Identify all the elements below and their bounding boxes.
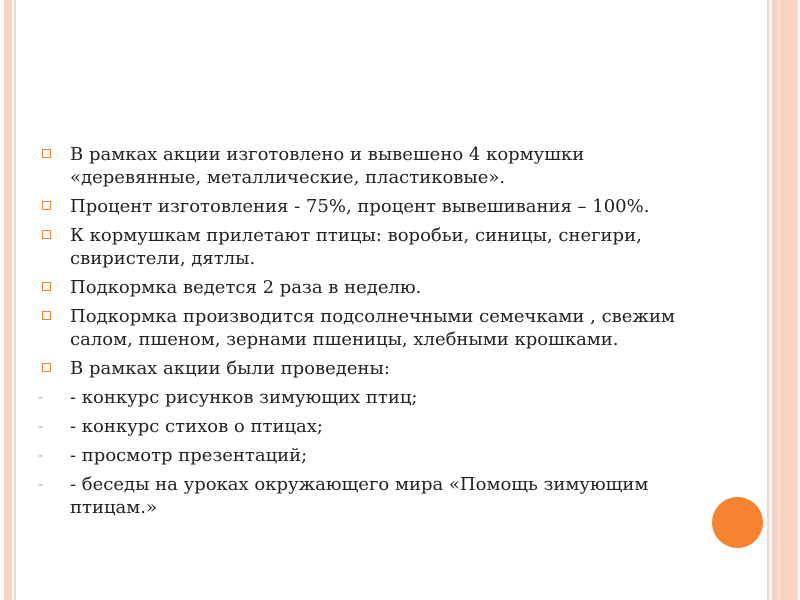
right-border-line <box>767 0 769 600</box>
list-item-text: - конкурс рисунков зимующих птиц; <box>70 387 418 408</box>
list-item <box>38 357 698 380</box>
hollow-square-bullet-icon <box>40 228 54 242</box>
left-border-line <box>14 0 16 600</box>
list-item-text: - конкурс стихов о птицах; <box>70 416 323 437</box>
hollow-square-bullet-icon <box>40 199 54 213</box>
list-item-text: Подкормка производится подсолнечными семечками , свежим салом, пшеном, зернами пшеницы, хлебными крошками. <box>70 306 675 350</box>
list-item <box>38 276 698 299</box>
dash-bullet-icon: - <box>38 448 44 464</box>
bullet-list <box>38 143 698 525</box>
list-item <box>38 386 698 409</box>
decorative-circle <box>712 497 763 548</box>
hollow-square-bullet-icon <box>40 280 54 294</box>
list-item <box>38 195 698 218</box>
right-border-stripe <box>772 0 798 600</box>
list-item-text: - беседы на уроках окружающего мира «Помощь зимующим птицам.» <box>70 474 649 518</box>
list-item <box>38 305 698 351</box>
list-item <box>38 444 698 467</box>
dash-bullet-icon: - <box>38 477 44 493</box>
hollow-square-bullet-icon <box>40 147 54 161</box>
list-item-text: Подкормка ведется 2 раза в неделю. <box>70 277 422 298</box>
list-item <box>38 224 698 270</box>
list-item <box>38 415 698 438</box>
list-item-text: Процент изготовления - 75%, процент вывешивания – 100%. <box>70 196 650 217</box>
list-item-text: К кормушкам прилетают птицы: воробьи, синицы, снегири, свиристели, дятлы. <box>70 225 642 269</box>
list-item <box>38 143 698 189</box>
dash-bullet-icon: - <box>38 419 44 435</box>
hollow-square-bullet-icon <box>40 361 54 375</box>
dash-bullet-icon: - <box>38 390 44 406</box>
list-item-text: В рамках акции изготовлено и вывешено 4 кормушки «деревянные, металлические, пластиковые». <box>70 144 585 188</box>
list-item <box>38 473 698 519</box>
list-item-text: - просмотр презентаций; <box>70 445 308 466</box>
list-item-text: В рамках акции были проведены: <box>70 358 390 379</box>
right-border-accent-line <box>778 0 780 600</box>
hollow-square-bullet-icon <box>40 309 54 323</box>
left-border-stripe <box>4 0 12 600</box>
